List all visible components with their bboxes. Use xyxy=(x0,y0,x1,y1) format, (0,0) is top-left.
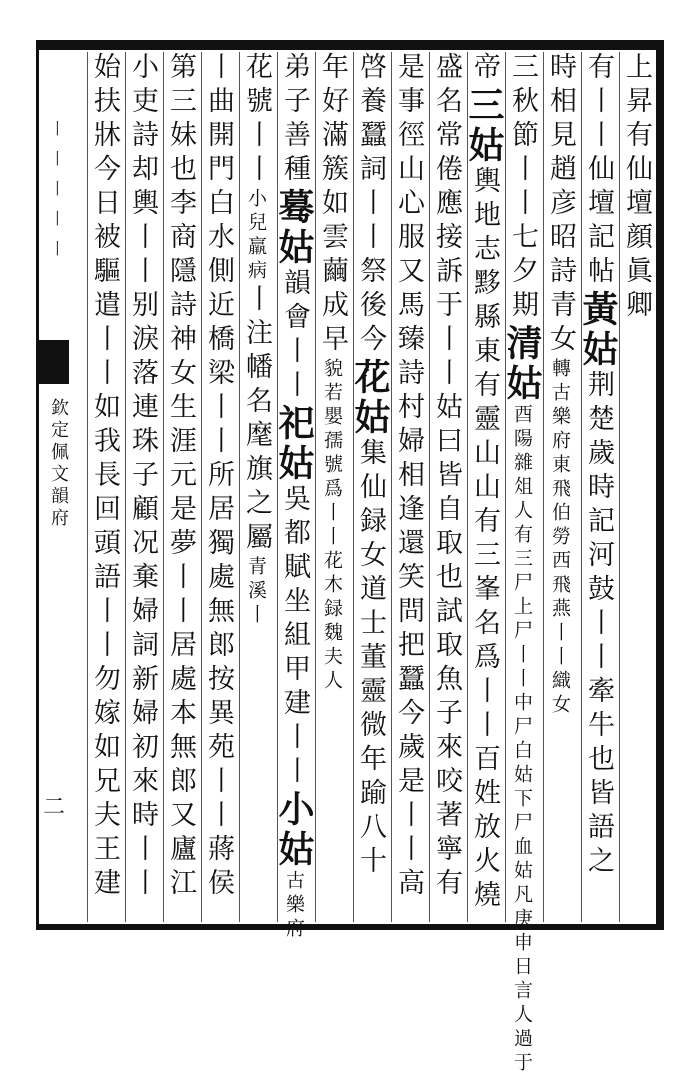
body-text: 是事徑山心服又馬臻詩村婦相逢還笑問把蠶今歲是丨丨高 xyxy=(393,52,424,902)
small-annotation: 轉古樂府東飛伯勞西飛燕丨丨織女 xyxy=(549,358,571,718)
text-columns xyxy=(72,52,652,1076)
body-text: 第三妹也李商隱詩神女生涯元是夢丨丨居處本無郎又廬江 xyxy=(165,52,196,902)
text-column xyxy=(501,52,543,1076)
text-column xyxy=(619,52,652,922)
text-column xyxy=(125,52,158,922)
text-column xyxy=(543,52,576,922)
entry-heading: 三姑 xyxy=(463,86,505,166)
body-text: 集仙録女道士董靈微年踰八十 xyxy=(355,438,386,880)
body-text: 盛名常倦應接訴于丨丨姑曰皆自取也試取魚子來咬著寧有 xyxy=(431,52,462,902)
margin-black-bar xyxy=(39,340,69,384)
body-text: 啓養蠶詞丨丨祭後今 xyxy=(355,52,386,358)
text-column xyxy=(239,52,272,922)
text-column xyxy=(87,52,120,922)
body-text: 始扶牀今日被驅遣丨丨如我長回頭語丨丨勿嫁如兄夫王建 xyxy=(89,52,120,902)
body-text: 荆楚歲時記河鼓丨丨牽牛也皆語之 xyxy=(583,370,614,880)
body-text: 三秋節丨丨七夕期 xyxy=(507,52,538,324)
margin-strip xyxy=(39,50,69,922)
body-text: 上昇有仙壇顔眞卿 xyxy=(621,52,652,324)
text-column xyxy=(201,52,234,922)
text-column xyxy=(391,52,424,922)
book-title: 欽定佩文韻府 xyxy=(48,398,69,530)
text-column xyxy=(349,52,391,922)
top-border-rule xyxy=(36,40,664,50)
body-text: 弟子善種 xyxy=(279,52,310,188)
entry-heading: 清姑 xyxy=(501,324,543,404)
margin-ticks: 丨丨丨丨丨 xyxy=(47,120,66,270)
body-text: 時相見趙彦昭詩青女 xyxy=(545,52,576,358)
text-column xyxy=(463,52,505,922)
right-border-rule xyxy=(656,40,664,930)
body-text: 年好滿簇如雲繭成早 xyxy=(317,52,348,358)
small-annotation: 青溪丨 xyxy=(245,556,267,628)
bottom-border-rule xyxy=(36,924,664,930)
body-text: 丨注幡名麾旗之屬 xyxy=(241,284,272,556)
text-column xyxy=(273,52,315,942)
body-text: 小吏詩却輿丨丨别淚落連珠子顧况棄婦詞新婦初來時丨丨 xyxy=(127,52,158,902)
body-text: 丨曲開門白水側近橋梁丨丨所居獨處無郎按異苑丨丨蔣侯 xyxy=(203,52,234,902)
body-text: 吳都賦坐組甲建丨丨 xyxy=(279,484,310,790)
entry-heading: 花姑 xyxy=(349,358,391,438)
page-number: 二 xyxy=(43,795,66,820)
body-text: 帝 xyxy=(469,52,500,86)
body-text: 有丨丨仙壇記帖 xyxy=(583,52,614,290)
entry-heading: 祀姑 xyxy=(273,404,315,484)
small-annotation: 小兒羸病 xyxy=(245,188,267,284)
text-column xyxy=(429,52,462,922)
entry-heading: 黃姑 xyxy=(577,290,619,370)
small-annotation: 古樂府 xyxy=(283,870,305,942)
text-column xyxy=(577,52,619,922)
small-annotation: 酉陽雜俎人有三尸上尸丨丨中尸白姑下尸血姑凡庚申日言人過于 xyxy=(511,404,533,1076)
text-column xyxy=(163,52,196,922)
entry-heading: 蓦姑 xyxy=(273,188,315,268)
body-text: 輿地志黟縣東有靈山山有三峯名爲丨丨百姓放火燒 xyxy=(469,166,500,914)
entry-heading: 小姑 xyxy=(273,790,315,870)
body-text: 花號丨丨 xyxy=(241,52,272,188)
text-column xyxy=(315,52,348,922)
small-annotation: 貌若嬰孺號爲丨丨花木録魏夫人 xyxy=(321,358,343,694)
body-text: 韻會丨丨 xyxy=(279,268,310,404)
